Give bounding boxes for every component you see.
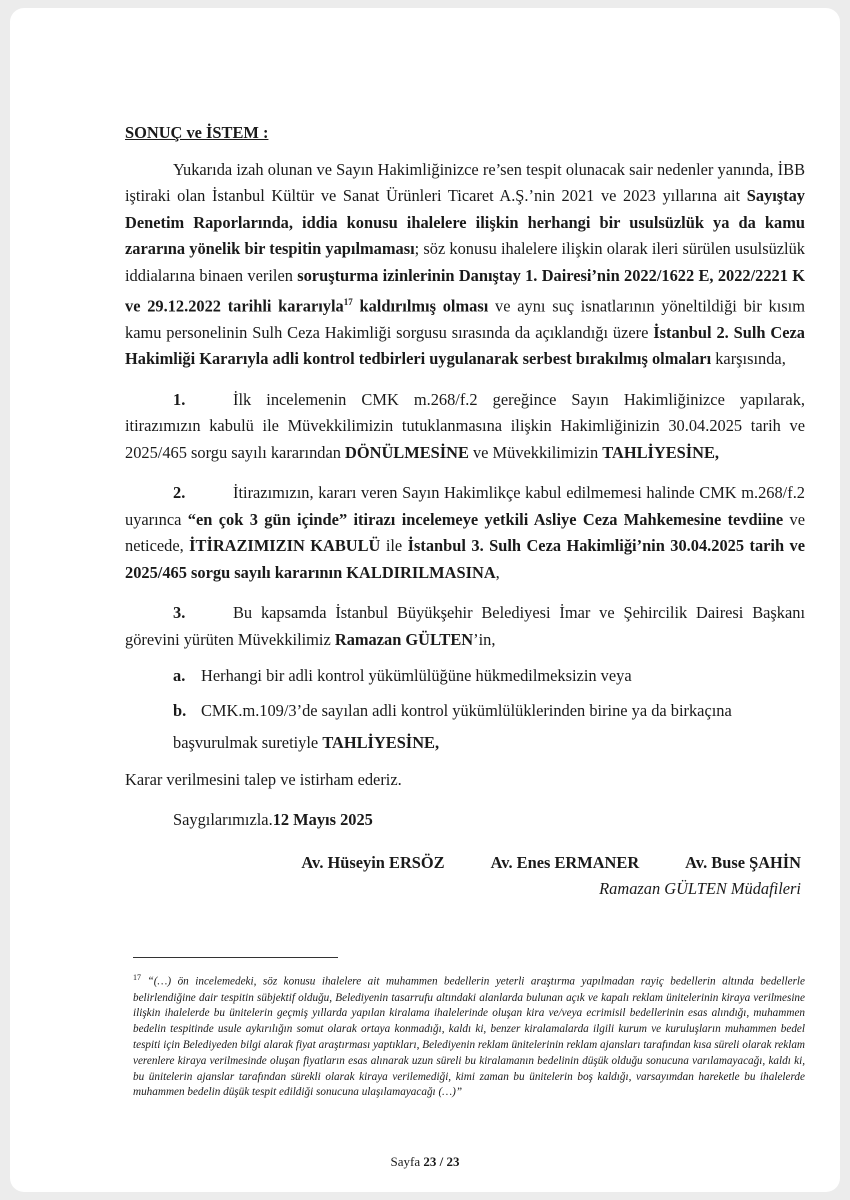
sign-off xyxy=(125,807,805,834)
signers-row xyxy=(125,850,805,877)
intro-segment: Yukarıda izah olunan ve Sayın Hakimliğinizce re’sen tespit olunacak sair nedenler yanında, İBB iştiraki olan İstanbul Kültür ve Sanat Ürünleri Ticaret A.Ş.’nin 2021 ve 2023 yıllarına ait xyxy=(125,159,805,205)
item-1-segment: İlk incelemenin CMK m.268/f.2 gereğince Sayın Hakimliğinizce yapılarak, itirazımızın kabulü ile Müvekkilimizin tutuklanmasına ilişkin Hakimliğinizin 30.04.2025 tarih ve 2025/465 sorgu sayılı kararından xyxy=(125,389,805,462)
item-2-segment: ile xyxy=(380,536,408,556)
closing-request: Karar verilmesini talep ve istirham ederiz. xyxy=(125,769,402,789)
sub-item-b-cont-text: başvurulmak suretiyle xyxy=(173,733,323,753)
item-number: 1. xyxy=(173,389,186,409)
intro-bold-segment: kaldırılmış olması xyxy=(352,296,489,316)
sub-item-a xyxy=(125,663,805,690)
sign-off-date: 12 Mayıs 2025 xyxy=(272,810,373,830)
item-2-bold-segment: İstanbul 3. Sulh Ceza Hakimliği’nin 30.04.2025 tarih ve 2025/465 sorgu sayılı kararının KALDIRILMASINA xyxy=(125,536,805,582)
document-page xyxy=(10,8,840,1192)
sub-item-b-continuation xyxy=(125,730,805,757)
item-3-segment: ’in, xyxy=(473,629,496,649)
sub-item-b xyxy=(125,698,805,725)
sub-item-b-letter: b. xyxy=(173,700,187,720)
sub-item-b-text: CMK.m.109/3’de sayılan adli kontrol yükümlülüklerinden birine ya da birkaçına xyxy=(201,700,732,720)
signer-2: Av. Enes ERMANER xyxy=(490,852,640,872)
page-separator: / xyxy=(439,1154,444,1169)
footnote-text: “(…) ön incelemedeki, söz konusu ihalelere ait muhammen bedellerin yeterli araştırma yapılmadan rayiç bedellerin altında bedellerle belirlendiğine dair tespitin sübjektif olduğu, Belediyenin tasarrufu altındaki alanlarda bulunan açık ve kapalı reklam ünitelerinin kiraya verilmesine ilişkin ihalelerde bu ünitelerin geçmiş yıllarda yapılan kiralama ihalelerinde oluşan kira ve/veya ecrimisil bedellerinin esas alındığı, muhammen bedelin tespitinde usule aykırılığın somut olarak ortaya konmadığı, kaldı ki, benzer kiralamalarda ilgili kurum ve kuruluşların muhammen bedel tespiti için Belediyeden bilgi alarak fiyat araştırması yaptıkları, Belediyenin reklam ünitelerinin reklam ajansları tarafından kısa süreli olarak reklam verenlere kiraya verilmesinde oluşan fiyatların esas alınarak uzun süreli bu kiralamanın bedelinin düşük olduğu sonucuna varılamayacağı, kaldı ki, bu ünitelerin ajanslar tarafından sürekli olarak kiraya verilemediği, kimi zaman bu ünitelerin boş kaldığı, varsayımdan hareketle bu ihalelerde muhammen bedelin düşük tespit edildiği sonucuna ulaşılamayacağı (…)” xyxy=(133,975,806,1099)
item-3-segment: Bu kapsamda İstanbul Büyükşehir Belediyesi İmar ve Şehircilik Dairesi Başkanı görevini yürüten Müvekkilimiz xyxy=(125,603,805,649)
signers-role: Ramazan GÜLTEN Müdafileri xyxy=(599,879,801,899)
item-2-segment: , xyxy=(495,562,500,582)
intro-paragraph xyxy=(125,157,805,373)
item-number: 3. xyxy=(173,603,186,623)
item-3-bold-segment: Ramazan GÜLTEN xyxy=(334,629,474,649)
request-item-3 xyxy=(125,600,805,653)
sign-off-text: Saygılarımızla. xyxy=(173,810,273,830)
request-item-1 xyxy=(125,387,805,467)
intro-segment: karşısında, xyxy=(711,349,786,369)
item-1-bold-segment: TAHLİYESİNE, xyxy=(602,442,720,462)
intro-segment: ; söz konusu ihalelere ilişkin olarak ileri sürülen usulsüzlük iddialarına binaen verilen xyxy=(125,239,806,285)
item-2-segment: İtirazımızın, kararı veren Sayın Hakimlikçe kabul edilmemesi halinde CMK m.268/f.2 uyarınca xyxy=(125,483,805,529)
page-number xyxy=(10,1154,840,1170)
section-heading: SONUÇ ve İSTEM : xyxy=(125,123,269,142)
page-current: 23 xyxy=(423,1154,437,1169)
item-1-segment: ve Müvekkilimizin xyxy=(468,442,603,462)
sub-item-b-cont-bold: TAHLİYESİNE, xyxy=(322,733,440,753)
item-2-segment: ve neticede, xyxy=(125,509,805,556)
page-label: Sayfa xyxy=(390,1154,421,1169)
page-total: 23 xyxy=(446,1154,460,1169)
intro-segment: ve aynı suç isnatlarının yöneltildiği bir kısım kamu personelinin Sulh Ceza Hakimliği sorgusu sırasında da açıklandığı üzere xyxy=(125,296,805,342)
item-2-bold-segment: İTİRAZIMIZIN KABULÜ xyxy=(189,536,381,556)
item-number: 2. xyxy=(173,483,186,503)
sub-item-a-letter: a. xyxy=(173,666,186,686)
sub-item-a-text: Herhangi bir adli kontrol yükümlülüğüne hükmedilmeksizin veya xyxy=(201,666,632,686)
item-2-bold-segment: “en çok 3 gün içinde” itirazı incelemeye yetkili Asliye Ceza Mahkemesine tevdiine xyxy=(187,509,784,529)
request-item-2 xyxy=(125,480,805,586)
footnote-divider xyxy=(133,957,338,958)
intro-bold-segment: İstanbul 2. Sulh Ceza Hakimliği Kararıyla adli kontrol tedbirleri uygulanarak serbest bırakılmış olmaları xyxy=(125,322,805,369)
signer-1: Av. Hüseyin ERSÖZ xyxy=(301,852,445,872)
footnote-reference: 17 xyxy=(343,297,353,307)
document-body xyxy=(125,120,805,903)
intro-bold-segment: Sayıştay Denetim Raporlarında, iddia konusu ihalelere ilişkin herhangi bir usulsüzlük ya da kamu zararına yönelik bir tespitin yapılmaması xyxy=(125,186,805,258)
footnote-number: 17 xyxy=(133,973,141,982)
signer-3: Av. Buse ŞAHİN xyxy=(685,852,801,872)
footnote xyxy=(133,970,805,1101)
intro-bold-segment: soruşturma izinlerinin Danıştay 1. Dairesi’nin 2022/1622 E, 2022/2221 K ve 29.12.2022 tarihli kararıyla xyxy=(125,265,805,316)
item-1-bold-segment: DÖNÜLMESİNE xyxy=(345,442,469,462)
